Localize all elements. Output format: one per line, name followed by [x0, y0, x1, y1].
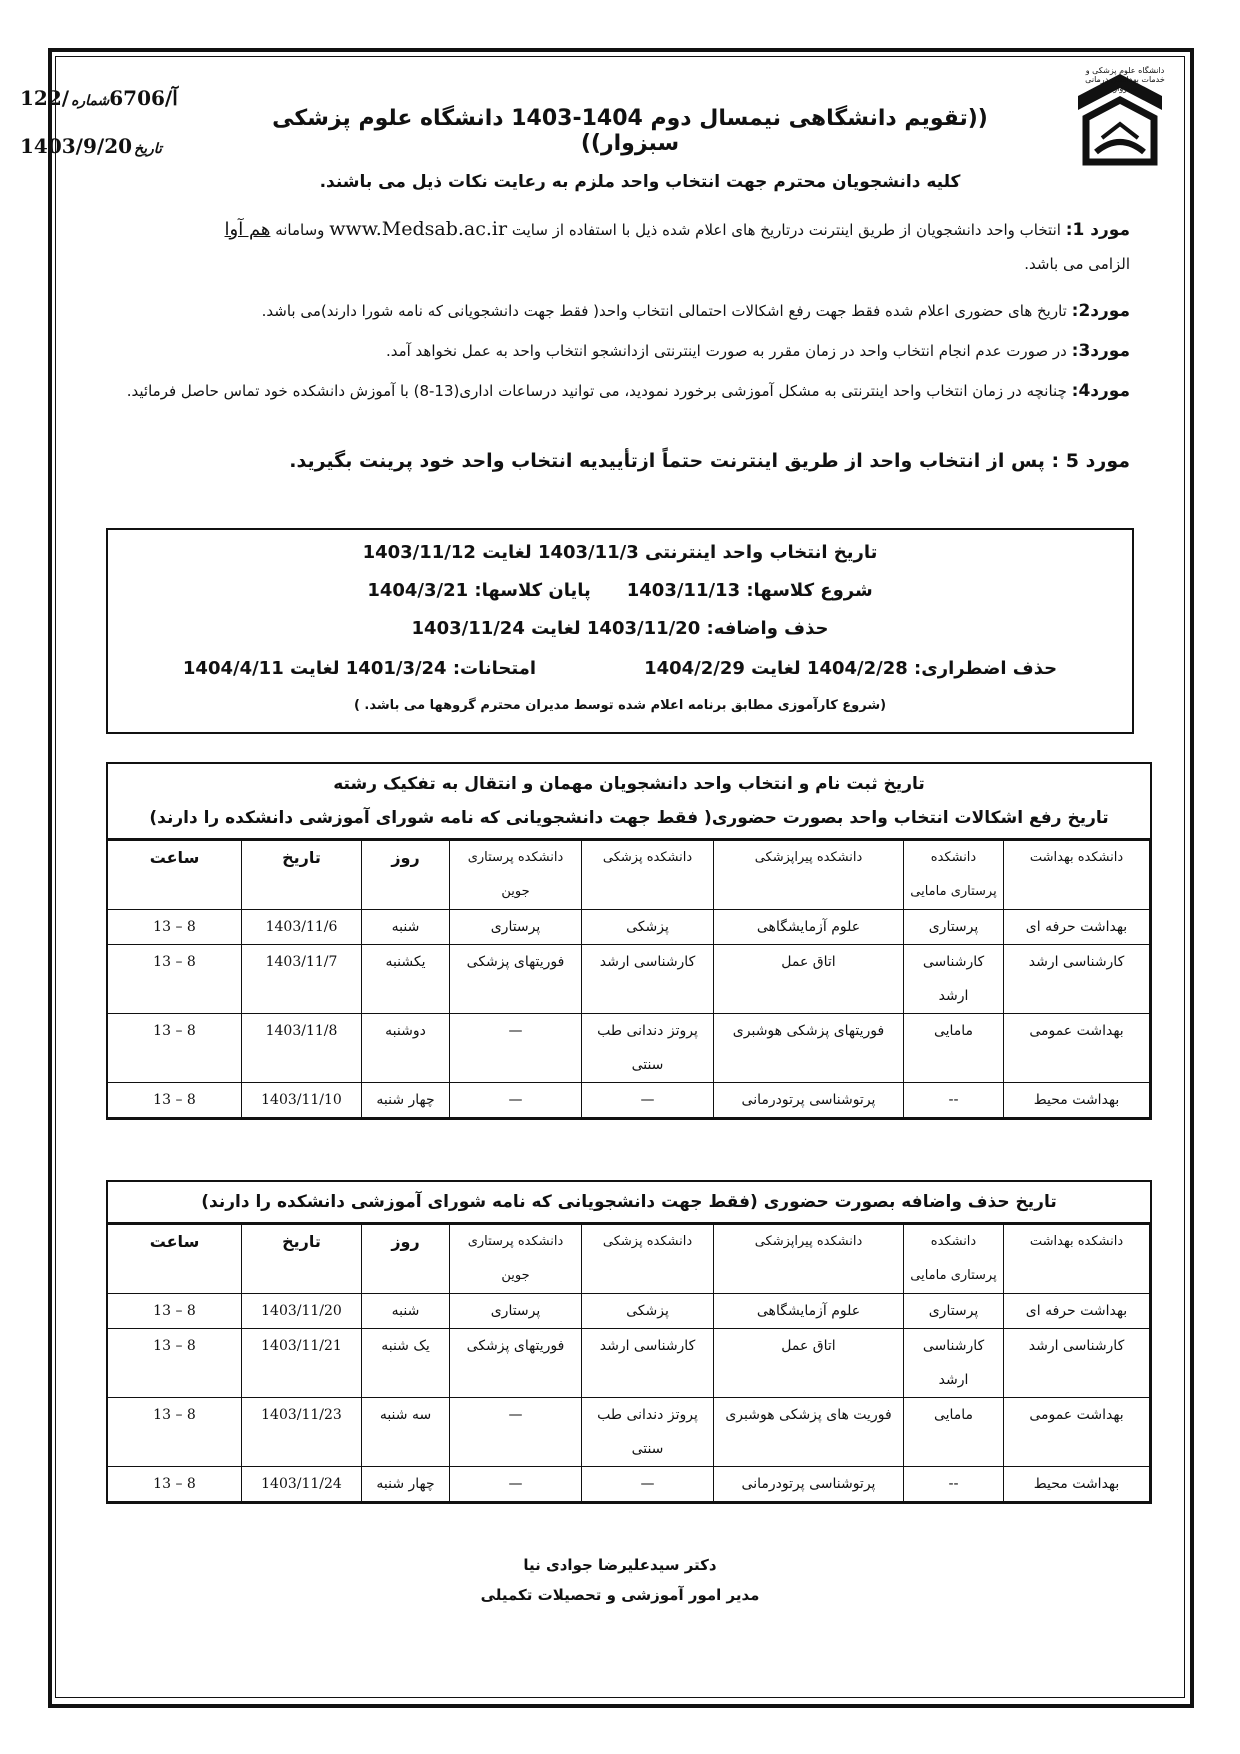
signatory-name: دکتر سیدعلیرضا جوادی نیا: [523, 1556, 717, 1574]
column-header: تاریخ: [242, 1225, 362, 1294]
table-cell: چهار شنبه: [362, 1083, 450, 1118]
item-3: مورد3: در صورت عدم انجام انتخاب واحد در زمان مقرر به صورت اینترنتی ازدانشجو انتخاب واحد به عمل نخواهد آمد.: [385, 341, 1130, 361]
column-header: دانشکده پرستاری مامایی: [904, 841, 1004, 910]
table-cell: شنبه: [362, 1294, 450, 1329]
table-cell: فوریتهای پزشکی: [450, 945, 582, 1014]
table-cell: بهداشت محیط: [1004, 1467, 1150, 1502]
column-header: دانشکده پزشکی: [582, 841, 714, 910]
table-cell: --: [904, 1467, 1004, 1502]
table-cell: یک شنبه: [362, 1329, 450, 1398]
table-cell: اتاق عمل: [714, 1329, 904, 1398]
table-cell: 8 – 13: [108, 1467, 242, 1502]
table-cell: پرستاری: [450, 1294, 582, 1329]
intro-text: کلیه دانشجویان محترم جهت انتخاب واحد ملزم به رعایت نکات ذیل می باشند.: [319, 172, 961, 192]
table-cell: فوریتهای پزشکی: [450, 1329, 582, 1398]
table-cell: 1403/11/24: [242, 1467, 362, 1502]
signatory-position: مدیر امور آموزشی و تحصیلات تکمیلی: [480, 1586, 760, 1604]
table-cell: 8 – 13: [108, 1083, 242, 1118]
column-header: دانشکده پرستاری جوین: [450, 1225, 582, 1294]
table1-grid: [107, 840, 1150, 1118]
table-row: [108, 1329, 1150, 1398]
table-cell: —: [450, 1467, 582, 1502]
table2-header-row: [108, 1225, 1150, 1294]
table-cell: 8 – 13: [108, 945, 242, 1014]
column-header: دانشکده بهداشت: [1004, 1225, 1150, 1294]
table-cell: بهداشت حرفه ای: [1004, 910, 1150, 945]
item-4: مورد4: چنانچه در زمان انتخاب واحد اینترنتی به مشکل آموزشی برخورد نمودید، می توانید درساعات اداری(13-8) با آموزش دانشکده خود تماس حاصل فرمائید.: [126, 381, 1130, 401]
table-cell: سه شنبه: [362, 1398, 450, 1467]
table-cell: بهداشت عمومی: [1004, 1014, 1150, 1083]
table-row: [108, 1014, 1150, 1083]
hamava-system: هم آوا: [224, 219, 271, 240]
table-cell: 1403/11/21: [242, 1329, 362, 1398]
internship-note: (شروع کارآموزی مطابق برنامه اعلام شده توسط مدیران محترم گروهها می باشد. ): [353, 698, 887, 713]
table-add-drop: [106, 1180, 1152, 1504]
table-cell: کارشناسی ارشد: [1004, 945, 1150, 1014]
table-cell: بهداشت عمومی: [1004, 1398, 1150, 1467]
column-header: دانشکده پیراپزشکی: [714, 1225, 904, 1294]
table-cell: مامایی: [904, 1398, 1004, 1467]
column-header: ساعت: [108, 1225, 242, 1294]
letter-date: 1403/9/20 تاریخ: [20, 134, 162, 158]
class-dates: شروع کلاسها: 1403/11/13پایان کلاسها: 1404/3/21: [367, 580, 873, 601]
table-cell: پرستاری: [450, 910, 582, 945]
table-cell: 8 – 13: [108, 1014, 242, 1083]
table-cell: —: [450, 1014, 582, 1083]
table-row: [108, 1294, 1150, 1329]
column-header: دانشکده پرستاری جوین: [450, 841, 582, 910]
table-cell: —: [582, 1083, 714, 1118]
table-cell: —: [582, 1467, 714, 1502]
table-cell: دوشنبه: [362, 1014, 450, 1083]
table-cell: —: [450, 1083, 582, 1118]
table-cell: --: [904, 1083, 1004, 1118]
table-cell: پرتوشناسی پرتودرمانی: [714, 1083, 904, 1118]
table-cell: 1403/11/10: [242, 1083, 362, 1118]
item-5: مورد 5 : پس از انتخاب واحد از طریق اینترنت حتماً ازتأییدیه انتخاب واحد خود پرینت بگیرید.: [289, 450, 1130, 472]
table-cell: پرتوشناسی پرتودرمانی: [714, 1467, 904, 1502]
table-cell: علوم آزمایشگاهی: [714, 1294, 904, 1329]
table-row: [108, 945, 1150, 1014]
table-cell: پزشکی: [582, 1294, 714, 1329]
table-cell: 8 – 13: [108, 910, 242, 945]
table-cell: علوم آزمایشگاهی: [714, 910, 904, 945]
table-cell: —: [450, 1398, 582, 1467]
table-cell: شنبه: [362, 910, 450, 945]
table-cell: مامایی: [904, 1014, 1004, 1083]
page-title: ((تقویم دانشگاهی نیمسال دوم 1404-1403 دانشگاه علوم پزشکی سبزوار)): [272, 106, 988, 156]
table-cell: بهداشت محیط: [1004, 1083, 1150, 1118]
add-drop-dates: حذف واضافه: 1403/11/20 لغایت 1403/11/24: [411, 618, 829, 639]
table-cell: 8 – 13: [108, 1398, 242, 1467]
table-cell: پرستاری: [904, 910, 1004, 945]
table-cell: 1403/11/7: [242, 945, 362, 1014]
column-header: روز: [362, 1225, 450, 1294]
table1-header-row: [108, 841, 1150, 910]
logo-caption: دانشگاه علوم پزشکی و خدمات بهداشتی درمانی سبزوار: [1085, 66, 1165, 93]
website-link[interactable]: www.Medsab.ac.ir: [329, 218, 508, 240]
table-cell: 1403/11/6: [242, 910, 362, 945]
table-cell: یکشنبه: [362, 945, 450, 1014]
column-header: دانشکده بهداشت: [1004, 841, 1150, 910]
table2-heading: تاریخ حذف واضافه بصورت حضوری (فقط جهت دانشجویانی که نامه شورای آموزشی دانشکده را دارند): [108, 1182, 1150, 1224]
table-cell: کارشناسی ارشد: [904, 945, 1004, 1014]
table-cell: 8 – 13: [108, 1294, 242, 1329]
table-cell: 1403/11/23: [242, 1398, 362, 1467]
table-cell: چهار شنبه: [362, 1467, 450, 1502]
table-cell: کارشناسی ارشد: [904, 1329, 1004, 1398]
column-header: روز: [362, 841, 450, 910]
table-row: [108, 1398, 1150, 1467]
table-row: [108, 910, 1150, 945]
column-header: دانشکده پرستاری مامایی: [904, 1225, 1004, 1294]
table1-heading: تاریخ ثبت نام و انتخاب واحد دانشجویان مهمان و انتقال به تفکیک رشته تاریخ رفع اشکالات انتخاب واحد بصورت حضوری( فقط جهت دانشجویانی که نامه شورای آموزشی دانشکده را دارند): [108, 764, 1150, 840]
table-cell: کارشناسی ارشد: [582, 1329, 714, 1398]
table-cell: پزشکی: [582, 910, 714, 945]
table2-grid: [107, 1224, 1150, 1502]
table-cell: اتاق عمل: [714, 945, 904, 1014]
column-header: تاریخ: [242, 841, 362, 910]
table-cell: بهداشت حرفه ای: [1004, 1294, 1150, 1329]
table-cell: پرستاری: [904, 1294, 1004, 1329]
table-cell: پروتز دندانی طب سنتی: [582, 1398, 714, 1467]
key-dates-box: [106, 528, 1134, 734]
table-cell: کارشناسی ارشد: [1004, 1329, 1150, 1398]
online-registration-dates: تاریخ انتخاب واحد اینترنتی 1403/11/3 لغایت 1403/11/12: [362, 542, 878, 563]
item-2: مورد2: تاریخ های حضوری اعلام شده فقط جهت رفع اشکالات احتمالی انتخاب واحد( فقط جهت دانشجویانی که نامه شورا دارند)می باشد.: [261, 301, 1130, 321]
table-cell: 8 – 13: [108, 1329, 242, 1398]
table-row: [108, 1467, 1150, 1502]
item-1: مورد 1: انتخاب واحد دانشجویان از طریق اینترنت درتاریخ های اعلام شده ذیل با استفاده از سایت www.Medsab.ac.ir وسامانه هم آوا الزامی می باشد.: [224, 218, 1130, 273]
table-guest-registration: [106, 762, 1152, 1120]
table-cell: پروتز دندانی طب سنتی: [582, 1014, 714, 1083]
column-header: دانشکده پزشکی: [582, 1225, 714, 1294]
table-cell: 1403/11/8: [242, 1014, 362, 1083]
column-header: دانشکده پیراپزشکی: [714, 841, 904, 910]
table-cell: کارشناسی ارشد: [582, 945, 714, 1014]
table-row: [108, 1083, 1150, 1118]
table-cell: 1403/11/20: [242, 1294, 362, 1329]
table-cell: فوریت های پزشکی هوشبری: [714, 1398, 904, 1467]
emergency-drop-and-exam-dates: حذف اضطراری: 1404/2/28 لغایت 1404/2/29امتحانات: 1401/3/24 لغایت 1404/4/11: [182, 658, 1058, 679]
table-cell: فوریتهای پزشکی هوشبری: [714, 1014, 904, 1083]
column-header: ساعت: [108, 841, 242, 910]
letter-number: 122/آ/6706شماره: [20, 86, 178, 110]
